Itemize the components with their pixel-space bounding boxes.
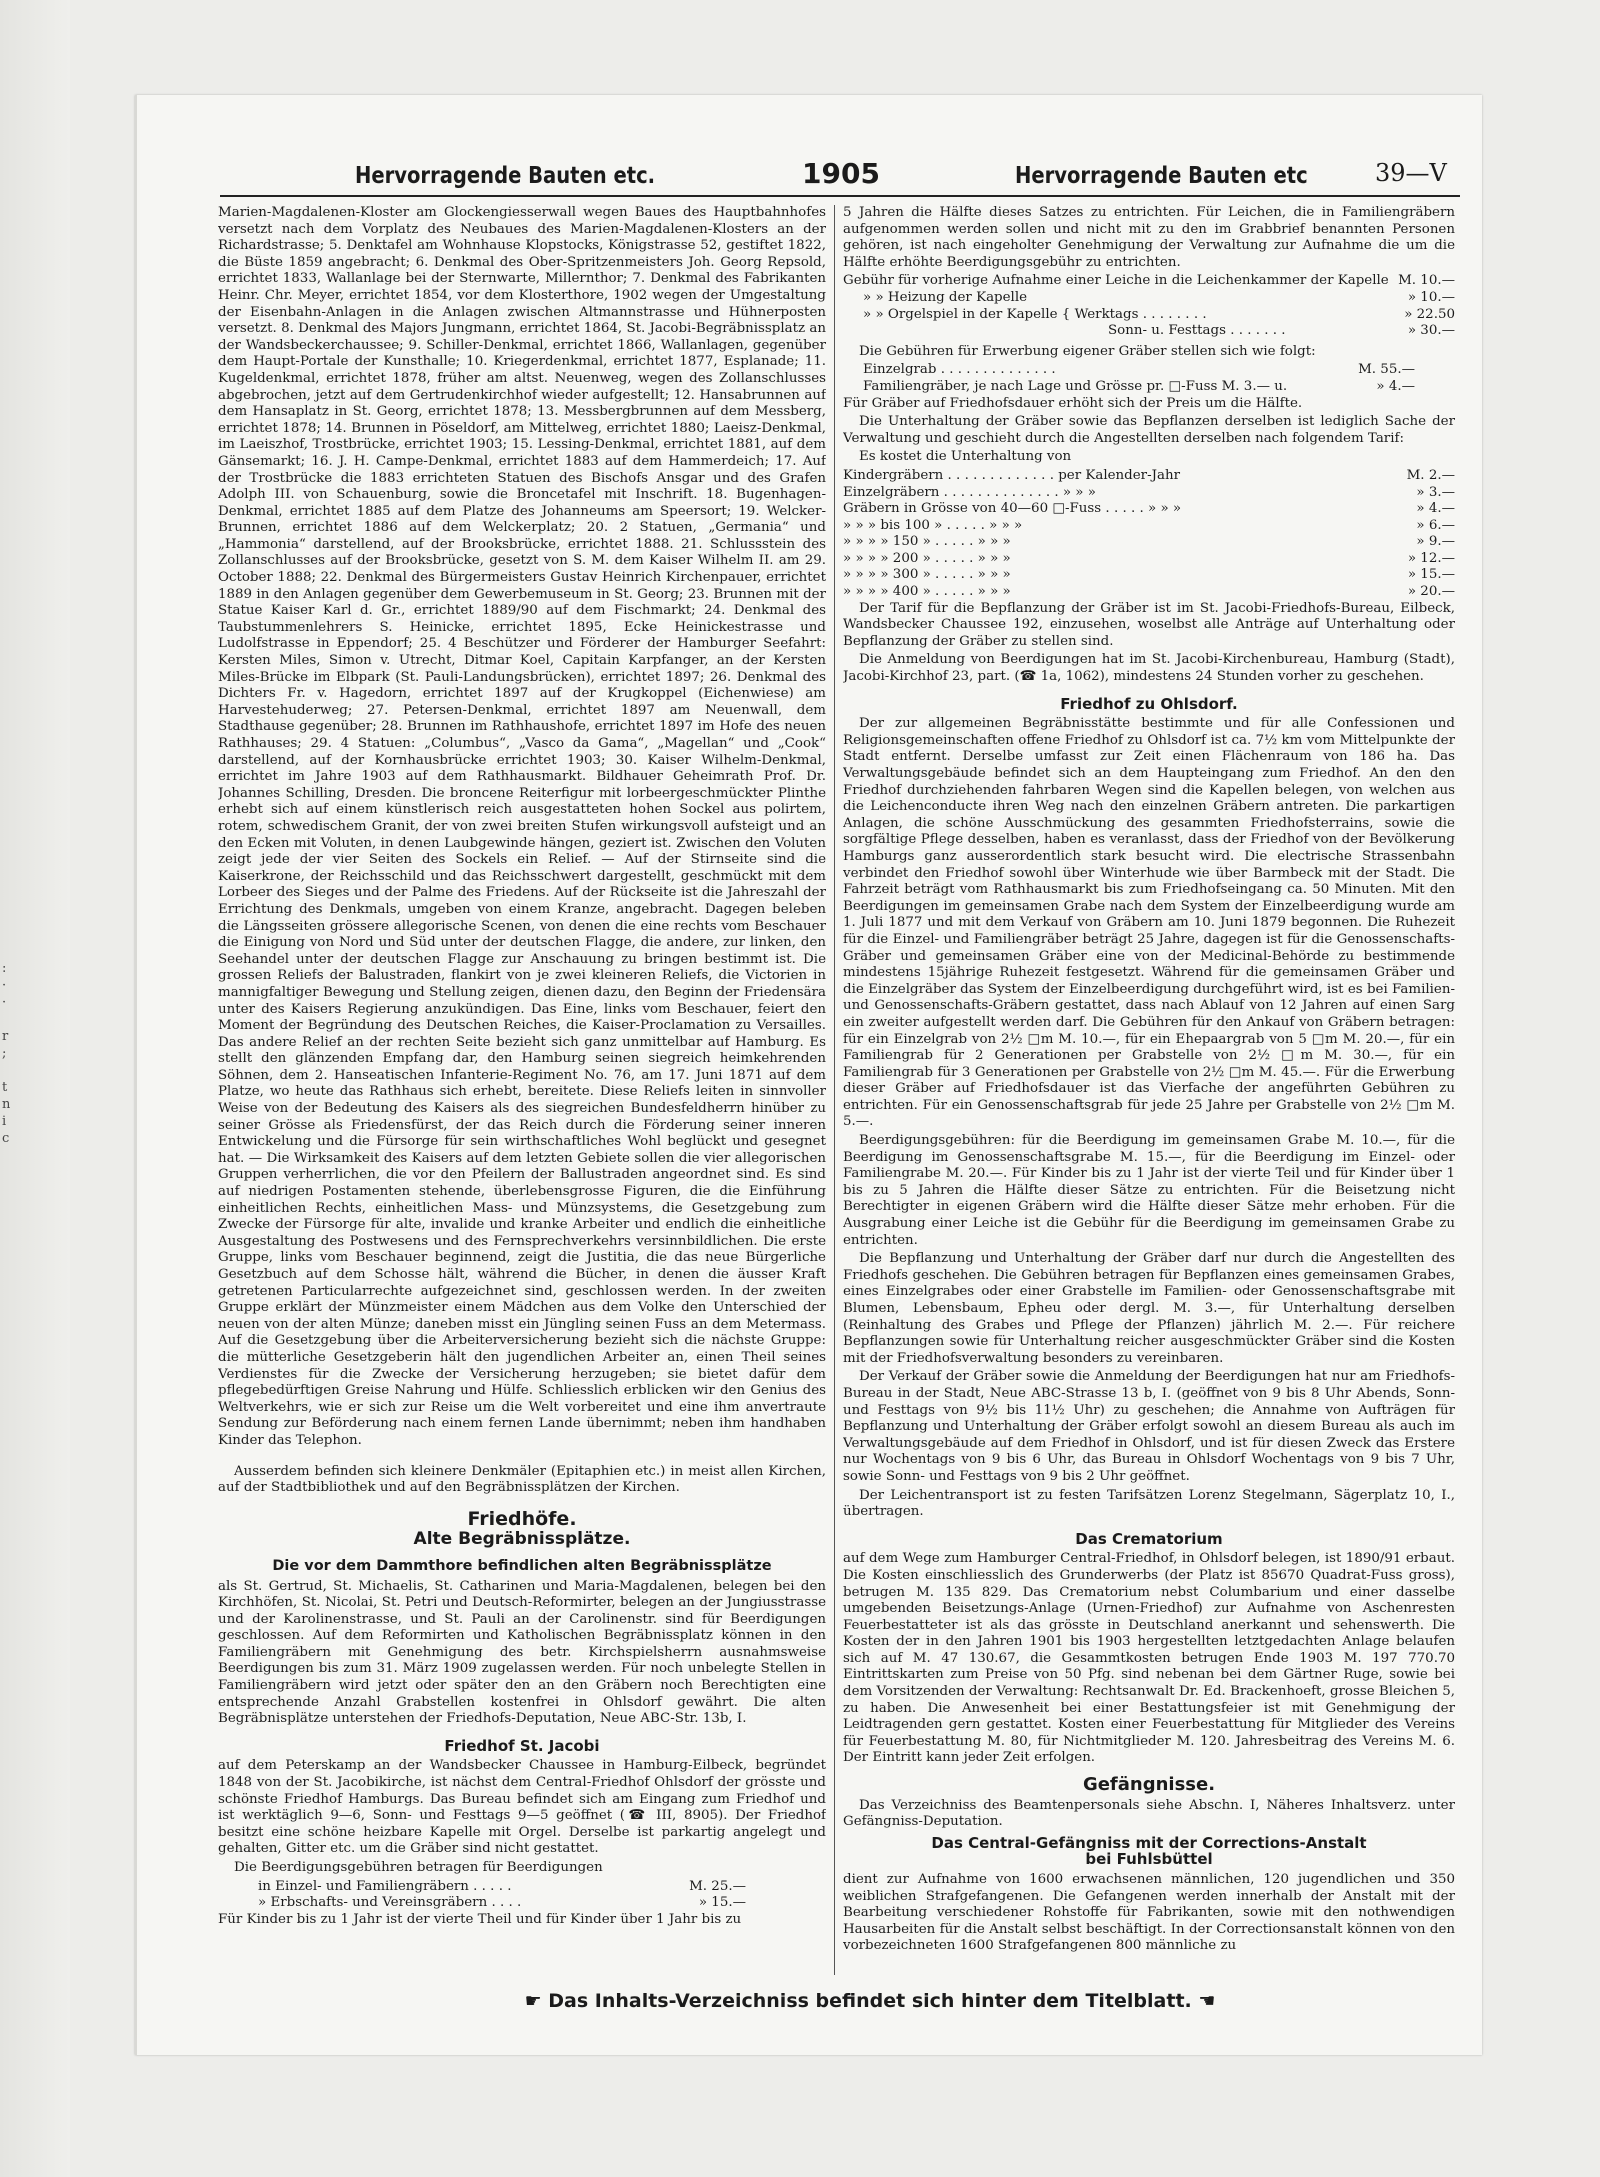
- tarif-row: [843, 567, 1455, 584]
- friedhoefe-heading: Friedhöfe.: [467, 1507, 577, 1530]
- fee-value: M. 55.—: [1358, 362, 1415, 378]
- edge-marks: : · · r ; t n i c: [2, 961, 11, 1146]
- fee-label: Familiengräber, je nach Lage und Grösse pr. □-Fuss M. 3.— u.: [863, 378, 1288, 394]
- tarif-value: » 9.—: [1416, 534, 1455, 550]
- page-header: [220, 155, 1460, 197]
- fee-value: » 22.50: [1404, 306, 1455, 322]
- jacobi-fees-intro: Die Beerdigungsgebühren betragen für Beerdigungen: [234, 1860, 603, 1875]
- verkauf-text: Der Verkauf der Gräber sowie die Anmeldung der Beerdigungen hat nur am Friedhofs-Bureau in der Stadt, Neue ABC-Strasse 13 b, I. (geöffnet von 9 bis 8 Uhr Abends, Sonn- und Festtags von 9½ bis 11½ Uhr) zu geschehen; die Annahme von Aufträgen für Bepflanzung und Unterhaltung der Gräber erfolgt sowohl an diesem Bureau als auch im Verwaltungsgebäude auf dem Friedhof in Ohlsdorf, und ist für diesen Zweck das Erstere nur Wochentags von 9 bis 6 Uhr, das Bureau in Ohlsdorf Wochentags von 9 bis 7 Uhr, sowie Sonn- und Festtags von 9 bis 2 Uhr geöffnet.: [843, 1369, 1455, 1484]
- fee-row: [843, 362, 1455, 379]
- fee-label: Gebühr für vorherige Aufnahme einer Leiche in die Leichenkammer der Kapelle: [843, 273, 1389, 289]
- fee-row: [843, 290, 1455, 307]
- tarif-label: Kindergräbern . . . . . . . . . . . . . per Kalender-Jahr: [843, 467, 1180, 483]
- fee-label: Einzelgrab . . . . . . . . . . . . . .: [863, 362, 1056, 378]
- jacobi-text: auf dem Peterskamp an der Wandsbecker Chaussee in Hamburg-Eilbeck, begründet 1848 von der St. Jacobikirche, ist nächst dem Central-Friedhof Ohlsdorf der grösste und schönste Friedhof Hamburgs. Das Bureau befindet sich am Eingang zum Friedhof und ist werktäglich 9—6, Sonn- und Festtags 9—5 geöffnet (☎ III, 8905). Der Friedhof besitzt eine schöne heizbare Kapelle mit Orgel. Derselbe ist parkartig angelegt und gehalten, Gitter etc. um die Gräber sind nicht gestattet.: [218, 1758, 826, 1857]
- tarif-label: » » » » 200 » . . . . . » » »: [843, 550, 1011, 566]
- fee-value: » 4.—: [1376, 378, 1415, 394]
- fee-value: » 15.—: [698, 1895, 746, 1911]
- tarif-value: » 6.—: [1416, 517, 1455, 533]
- fee-label: Sonn- u. Festtags . . . . . . .: [1108, 323, 1286, 339]
- tarif-row: [843, 534, 1455, 551]
- fee-row: [843, 307, 1455, 324]
- fee-label: » » Heizung der Kapelle: [863, 289, 1028, 305]
- header-year: 1905: [802, 157, 880, 190]
- jacobi-heading: Friedhof St. Jacobi: [444, 1736, 600, 1755]
- header-right-title: Hervorragende Bauten etc: [1015, 163, 1308, 189]
- tarif-value: » 15.—: [1407, 567, 1455, 583]
- crematorium-text: auf dem Wege zum Hamburger Central-Friedhof, in Ohlsdorf belegen, ist 1890/91 erbaut. Die Kosten einschliesslich des Grunderwerbs (der Platz ist 85670 Quadrat-Fuss gross), betrugen M. 135 829. Das Crematorium nebst Columbarium und einer dasselbe umgebenden Beisetzungs-Anlage (Urnen-Friedhof) zur Aufnahme von Aschenresten Feuerbestatteter ist als das grösste in Deutschland anerkannt und sehenswerth. Die Kosten der in den Jahren 1901 bis 1903 hergestellten letztgedachten Anlage belaufen sich auf M. 47 130.67, die Gesammtkosten betrugen Ende 1903 M. 197 770.70 Eintrittskarten zum Preise von 50 Pfg. sind nebenan bei dem Gärtner Ruge, sowie bei dem Vorsitzenden der Verwaltung: Rechtsanwalt Dr. Ed. Brackenhoeft, grosse Bleichen 5, zu haben. Die Anwesenheit bei einer Bestattungsfeier ist mit Genehmigung der Leidtragenden gern gestattet. Kosten einer Feuerbestattung für Mitglieder des Vereins für Feuerbestattung M. 80, für Nichtmitglieder M. 120. Jahresbeitrag des Vereins M. 6. Der Eintritt kann jeder Zeit erfolgen.: [843, 1551, 1455, 1766]
- header-left-title: Hervorragende Bauten etc.: [355, 163, 656, 189]
- tarif-value: » 4.—: [1416, 501, 1455, 517]
- fee-label: in Einzel- und Familiengräbern . . . . .: [258, 1878, 512, 1894]
- tarif-row: [843, 518, 1455, 535]
- erwerbung-intro: Die Gebühren für Erwerbung eigener Gräber stellen sich wie folgt:: [859, 343, 1316, 359]
- fee-label: » Erbschafts- und Vereinsgräbern . . . .: [258, 1895, 522, 1911]
- tarif-value: » 12.—: [1407, 550, 1455, 566]
- leichentransport-text: Der Leichentransport ist zu festen Tarifsätzen Lorenz Stegelmann, Sägerplatz 10, I., übertragen.: [843, 1487, 1455, 1520]
- tarif-label: » » » bis 100 » . . . . . » » »: [843, 517, 1023, 533]
- tarif-label: » » » » 400 » . . . . . » » »: [843, 584, 1011, 600]
- fee-value: » 10.—: [1407, 289, 1455, 305]
- tarif-row: [843, 551, 1455, 568]
- erwerbung-note: Für Gräber auf Friedhofsdauer erhöht sich der Preis um die Hälfte.: [843, 395, 1303, 411]
- crematorium-heading: Das Crematorium: [1075, 1529, 1223, 1548]
- anmeldung-text: Die Anmeldung von Beerdigungen hat im St. Jacobi-Kirchenbureau, Hamburg (Stadt), Jacobi-Kirchhof 23, part. (☎ 1a, 1062), mindestens 24 Stunden vorher zu geschehen.: [843, 652, 1455, 685]
- tarif-text: Der Tarif für die Bepflanzung der Gräber ist im St. Jacobi-Friedhofs-Bureau, Eilbeck, Wandsbecker Chaussee 192, einzusehen, woselbst alle Anträge auf Unterhaltung oder Bepflanzung der Gräber zu stellen sind.: [843, 600, 1455, 649]
- footer-notice: ☛ Das Inhalts-Verzeichniss befindet sich hinter dem Titelblatt. ☚: [524, 1990, 1216, 2012]
- fee-row: [843, 323, 1455, 340]
- column-divider: [834, 205, 835, 1975]
- beerdigung-text: Beerdigungsgebühren: für die Beerdigung im gemeinsamen Grabe M. 10.—, für die Beerdigung im Genossenschaftsgrabe M. 15.—, für die Beerdigung im Einzel- oder Familiengrabe M. 20.—. Für Kinder bis zu 1 Jahr ist der vierte Teil und für Kinder über 1 bis zu 5 Jahren die Hälfte dieser Sätze zu entrichten. Für die Beisetzung nicht Berechtigter in eigenen Gräbern wird die Hälfte dieser Sätze mehr erhoben. Für die Ausgrabung einer Leiche ist die Gebühr für die Beerdigung im gemeinsamen Grabe zu entrichten.: [843, 1133, 1455, 1248]
- small-monuments-text: Ausserdem befinden sich kleinere Denkmäler (Epitaphien etc.) in meist allen Kirchen, auf der Stadtbibliothek und auf den Begräbnissplätzen der Kirchen.: [218, 1463, 826, 1496]
- jacobi-fee-row: [218, 1895, 826, 1912]
- fee-value: M. 25.—: [689, 1878, 746, 1894]
- fee-value: M. 10.—: [1398, 273, 1455, 289]
- tarif-row: [843, 584, 1455, 601]
- fee-label: » » Orgelspiel in der Kapelle { Werktags . . . . . . . .: [863, 306, 1207, 322]
- tarif-label: » » » » 150 » . . . . . » » »: [843, 534, 1011, 550]
- fee-value: » 30.—: [1407, 323, 1455, 339]
- jacobi-continued-text: 5 Jahren die Hälfte dieses Satzes zu entrichten. Für Leichen, die in Familiengräbern aufgenommen werden sollen und nicht mit zu den im Grabbrief benannten Personen gehören, ist nach eingeholter Genehmigung der Verwaltung zur Aufnahme die um die Hälfte erhöhte Beerdigungsgebühr zu entrichten.: [843, 205, 1455, 270]
- alte-begraebnissplaetze-heading: Alte Begräbnissplätze.: [413, 1529, 631, 1550]
- jacobi-fee-row: [218, 1879, 826, 1896]
- gefaengnisse-text: Das Verzeichniss des Beamtenpersonals siehe Abschn. I, Näheres Inhaltsverz. unter Gefängniss-Deputation.: [843, 1797, 1455, 1830]
- dammthor-heading: Die vor dem Dammthore befindlichen alten Begräbnissplätze: [272, 1557, 772, 1574]
- tarif-row: [843, 501, 1455, 518]
- bepflanzung-text: Die Bepflanzung und Unterhaltung der Gräber darf nur durch die Angestellten des Friedhofs geschehen. Die Gebühren betragen für Bepflanzen eines gemeinsamen Grabes, eines Einzelgrabes oder einer Grabstelle im Familien- oder Genossenschaftsgrabe mit Blumen, Lebensbaum, Epheu oder dergl. M. 3.—, für Unterhaltung derselben (Reinhaltung des Grabes und Pflege der Pflanzen) jährlich M. 2.—. Für reichere Bepflanzungen sowie für Unterhaltung reicher ausgeschmückter Gräber sind die Kosten mit der Friedhofsverwaltung besonders zu vereinbaren.: [843, 1251, 1455, 1366]
- tarif-value: » 3.—: [1416, 484, 1455, 500]
- central-gefaengniss-text: dient zur Aufnahme von 1600 erwachsenen männlichen, 120 jugendlichen und 350 weiblichen Strafgefangenen. Die Gefangenen werden innerhalb der Anstalt mit der Bearbeitung verschiedener Rohstoffe für Fabrikanten, sowie mit den nothwendigen Hausarbeiten für die Anstalt selbst beschäftigt. In der Correctionsanstalt können von den vorbezeichneten 1600 Strafgefangenen 800 männliche zu: [843, 1872, 1455, 1954]
- tarif-value: M. 2.—: [1406, 467, 1455, 483]
- page-number: 39—V: [1375, 159, 1447, 187]
- ohlsdorf-text: Der zur allgemeinen Begräbnisstätte bestimmte und für alle Confessionen und Religionsgemeinschaften offene Friedhof zu Ohlsdorf ist ca. 7½ km vom Mittelpunkte der Stadt entfernt. Derselbe umfasst zur Zeit einen Flächenraum von 186 ha. Das Verwaltungsgebäude befindet sich an dem Haupteingang zum Friedhof. An den den Friedhof durchziehenden fahrbaren Wegen sind die Kapellen belegen, von welchen aus die Leichenconducte ihren Weg nach den einzelnen Gräbern antreten. Die parkartigen Anlagen, die schöne Ausschmückung des gesammten Friedhofsterrains, sowie die sorgfältige Pflege desselben, haben es veranlasst, dass der Friedhof von der Bevölkerung Hamburgs ganz ausserordentlich stark besucht wird. Die electrische Strassenbahn verbindet den Friedhof sowohl über Winterhude wie über Barmbeck mit der Stadt. Die Fahrzeit beträgt vom Rathhausmarkt bis zum Friedhofseingang ca. 50 Minuten. Mit den Beerdigungen im gemeinsamen Grabe nach dem System der Einzelbeerdigung wurde am 1. Juli 1877 und mit dem Verkauf von Gräbern am 10. Juni 1879 begonnen. Die Ruhezeit für die Einzel- und Familiengräber beträgt 25 Jahre, dagegen ist für die Genossenschafts-Gräber und gemeinsamen Gräber eine von der Medicinal-Behörde zu bestimmende mindestens 15jährige Ruhezeit festgesetzt. Während für die gemeinsamen Gräber und die Einzelgräber das System der Einzelbeerdigung durchgeführt wird, ist es bei Familien- und Genossenschafts-Gräbern gestattet, dass nach Ablauf von 12 Jahren auf einen Sarg ein zweiter aufgestellt werden darf. Die Gebühren für den Ankauf von Gräbern betragen: für ein Einzelgrab von 2½ □m M. 10.—, für ein Ehepaargrab von 5 □m M. 20.—, für ein Familiengrab für 2 Generationen per Grabstelle von 2½ □m M. 30.—, für ein Familiengrab für 3 Generationen per Grabstelle von 2½ □m M. 45.—. Für die Erwerbung dieser Gräber auf Friedhofsdauer ist das Vierfache der angeführten Gebühren zu entrichten. Für ein Genossenschaftsgrab für jede 25 Jahre per Grabstelle von 2½ □m M. 5.—.: [843, 716, 1455, 1130]
- fee-row: [843, 379, 1455, 396]
- central-gefaengniss-subheading: bei Fuhlsbüttel: [1085, 1850, 1213, 1869]
- tarif-value: » 20.—: [1407, 584, 1455, 600]
- gefaengnisse-heading: Gefängnisse.: [1082, 1774, 1216, 1796]
- tarif-intro: Es kostet die Unterhaltung von: [859, 449, 1072, 465]
- tarif-label: Einzelgräbern . . . . . . . . . . . . . . » » »: [843, 484, 1096, 500]
- fee-row: [843, 273, 1455, 290]
- tarif-label: » » » » 300 » . . . . . » » »: [843, 567, 1011, 583]
- central-gefaengniss-heading: Das Central-Gefängniss mit der Corrections-Anstalt: [931, 1833, 1367, 1852]
- right-column: [843, 205, 1455, 1975]
- tarif-row: [843, 485, 1455, 502]
- ohlsdorf-heading: Friedhof zu Ohlsdorf.: [1060, 694, 1238, 713]
- scan-edge: [0, 0, 70, 2177]
- tarif-row: [843, 468, 1455, 485]
- left-column: [218, 205, 826, 1975]
- tarif-label: Gräbern in Grösse von 40—60 □-Fuss . . . . . » » »: [843, 501, 1182, 517]
- dammthor-text: als St. Gertrud, St. Michaelis, St. Catharinen und Maria-Magdalenen, belegen bei den Kirchhöfen, St. Nicolai, St. Petri und Deutsch-Reformirter, belegen an der Jungiusstrasse und der Karolinenstrasse, und St. Pauli an der Carolinenstr. sind für Beerdigungen geschlossen. Auf dem Reformirten und Katholischen Begräbnissplatz können in den Familiengräbern mit Genehmigung des betr. Kirchspielsherrn ausnahmsweise Beerdigungen bis zum 31. März 1909 zugelassen werden. Für noch unbelegte Stellen in Familiengräbern wird jetzt oder später den an den Gräbern noch Berechtigten eine entsprechende Anzahl Grabstellen kostenfrei in Ohlsdorf gewährt. Die alten Begräbnisplätze unterstehen der Friedhofs-Deputation, Neue ABC-Str. 13b, I.: [218, 1578, 826, 1727]
- unterhaltung-text: Die Unterhaltung der Gräber sowie das Bepflanzen derselben ist lediglich Sache der Verwaltung und geschieht durch die Angestellten derselben nach folgendem Tarif:: [843, 414, 1455, 446]
- jacobi-children-text: Für Kinder bis zu 1 Jahr ist der vierte Theil und für Kinder über 1 Jahr bis zu: [218, 1911, 742, 1927]
- monuments-text: Marien-Magdalenen-Kloster am Glockengiesserwall wegen Baues des Hauptbahnhofes versetzt nach dem Vorplatz des Neubaues des Marien-Magdalenen-Klosters an der Richardstrasse; 5. Denktafel am Wohnhause Klopstocks, Königstrasse 52, gestiftet 1822, die Büste 1859 angebracht; 6. Denkmal des Ober-Spritzenmeisters Joh. Georg Repsold, errichtet 1833, Wallanlage bei der Sternwarte, Millernthor; 7. Denkmal des Fabrikanten Heinr. Chr. Meyer, errichtet 1854, vor dem Klosterthore, 1902 wegen der Umgestaltung der Eisenbahn-Anlagen in die Anlagen zwischen Altmannstrasse und Hühnerposten versetzt. 8. Denkmal des Majors Jungmann, errichtet 1864, St. Jacobi-Begräbnissplatz an der Wandsbeckerchaussee; 9. Schiller-Denkmal, errichtet 1866, Wallanlagen, gegenüber dem Haupt-Portale der Kunsthalle; 10. Kriegerdenkmal, errichtet 1877, Esplanade; 11. Kugeldenkmal, errichtet 1878, früher am altst. Neuenweg, wegen des Zollanschlusses abgebrochen, jetzt auf dem Gertrudenkirchhof wieder aufgestellt; 12. Hansabrunnen auf dem Hansaplatz in St. Georg, errichtet 1878; 13. Messbergbrunnen auf dem Messberg, errichtet 1878; 14. Brunnen in Pöseldorf, am Mittelweg, errichtet 1880; Laeisz-Denkmal, im Laeiszhof, Trostbrücke, errichtet 1903; 15. Lessing-Denkmal, errichtet 1881, auf dem Gänsemarkt; 16. J. H. Campe-Denkmal, errichtet 1883 auf dem Hammerdeich; 17. Auf der Trostbrücke die 1883 errichteten Statuen des Bischofs Ansgar und des Grafen Adolph III. von Schauenburg, sowie die Broncetafel mit Inschrift. 18. Bugenhagen-Denkmal, errichtet 1885 auf dem Platze des Johanneums am Speersort; 19. Welcker-Brunnen, errichtet 1886 auf dem Welckerplatz; 20. 2 Statuen, „Germania“ und „Hammonia“ darstellend, auf der Brooksbrücke, errichtet 1888. 21. Schlussstein des Zollanschlusses auf der Brooksbrücke, gesetzt von S. M. dem Kaiser Wilhelm II. am 29. October 1888; 22. Denkmal des Bürgermeisters Gustav Heinrich Kirchenpauer, errichtet 1889 in den Anlagen gegenüber dem Gewerbemuseum in St. Georg; 23. Brunnen mit der Statue Kaiser Karl d. Gr., errichtet 1889/90 auf dem Fischmarkt; 24. Denkmal des Taubstummenlehrers S. Heinicke, errichtet 1895, Ecke Heinickestrasse und Ludolfstrasse in Eppendorf; 25. 4 Beschützer und Förderer der Hamburger Seefahrt: Kersten Miles, Simon v. Utrecht, Ditmar Koel, Capitain Karpfanger, an der Kersten Miles-Brücke im Elbpark (St. Pauli-Landungsbrücken), errichtet 1897; 26. Denkmal des Dichters Fr. v. Hagedorn, errichtet 1897 auf der Krugkoppel (Eichenwiese) am Harvestehuderweg; 27. Petersen-Denkmal, errichtet 1897 am Neuenwall, dem Stadthause gegenüber; 28. Brunnen im Rathhaushofe, errichtet 1897 im Hofe des neuen Rathhauses; 29. 4 Statuen: „Columbus“, „Vasco da Gama“, „Magellan“ und „Cook“ darstellend, auf der Kornhausbrücke errichtet 1903; 30. Kaiser Wilhelm-Denkmal, errichtet im Jahre 1903 auf dem Rathhausmarkt. Bildhauer Geheimrath Prof. Dr. Johannes Schilling, Dresden. Die broncene Reiterfigur mit lorbeergeschmückter Plinthe erhebt sich auf einem künstlerisch reich ausgestatteten hohen Sockel aus polirtem, rotem, schwedischem Granit, der von zwei breiten Stufen wirkungsvoll aufsteigt und an den Ecken mit Voluten, in denen Laubgewinde hängen, geziert ist. Zwischen den Voluten zeigt jede der vier Seiten des Sockels ein Relief. — Auf der Stirnseite sind die Kaiserkrone, der Reichsschild und das Reichsschwert dargestellt, geschmückt mit dem Lorbeer des Sieges und der Palme des Friedens. Auf der Rückseite ist die Jahreszahl der Errichtung des Denkmals, umgeben von einem Kranze, angebracht. Dagegen beleben die Längsseiten grössere allegorische Scenen, von denen die eine rechts vom Beschauer die Einigung von Nord und Süd unter der deutschen Flagge, die andere, zur linken, den Seehandel unter der deutschen Flagge zur Anschauung zu bringen bestimmt ist. Die grossen Reliefs der Balustraden, flankirt von je zwei kleineren Reliefs, die Victorien in mannigfaltiger Bewegung und Stellung zeigen, dienen dazu, den Beginn der Friedensära unter des Kaisers Regierung anzukündigen. Das Eine, links vom Beschauer, feiert den Moment der Begründung des Deutschen Reiches, die Kaiser-Proclamation zu Versailles. Das andere Relief an der rechten Seite bezieht sich ganz unmittelbar auf Hamburg. Es stellt den glänzenden Empfang dar, den Hamburg seinen siegreich heimkehrenden Söhnen, dem 2. Hanseatischen Infanterie-Regiment No. 76, am 17. Juni 1871 auf dem Platze, wo heute das Rathhaus sich erhebt, bereitete. Diese Reliefs leiten in sinnvoller Weise von der Bedeutung des Kaisers als des siegreichen Bundesfeldherrn hinüber zu seiner Grösse als Friedensfürst, der das Reich durch die Förderung seiner inneren Entwickelung und die Fürsorge für sein wirthschaftliches Wohl beglückt und gesegnet hat. — Die Wirksamkeit des Kaisers auf dem letzten Gebiete sollen die vier allegorischen Gruppen verherrlichen, die vor den Pfeilern der Ballustraden angeordnet sind. Es sind auf niedrigen Postamenten stehende, überlebensgrosse Figuren, die die Einführung einheitlichen Rechts, einheitlichen Mass- und Münzsystems, die Gesetzgebung zum Zwecke der Fürsorge für alte, invalide und kranke Arbeiter und endlich die einheitliche Ausgestaltung des Postwesens und des Fernsprechverkehrs versinnbildlichen. Die erste Gruppe, links vom Beschauer beginnend, zeigt die Justitia, die das neue Bürgerliche Gesetzbuch auf dem Schosse hält, während die Bücher, in denen die äusser Kraft getretenen Particularrechte aufgezeichnet sind, geschlossen werden. In der zweiten Gruppe erklärt der Münzmeister einem Mädchen aus dem Volke den Unterschied der neuen von der alten Münze; daneben misst ein Jüngling seinen Fuss an dem Metermass. Auf die Gesetzgebung über die Arbeiterversicherung bezieht sich die nächste Gruppe: die mütterliche Gesetzgeberin hält den jugendlichen Arbeiter an, einen Theil seines Verdienstes für die Zwecke der Versicherung herzugeben; sie bietet dafür dem pflegebedürftigen Greise Nahrung und Hülfe. Schliesslich erblicken wir den Genius des Weltverkehrs, wie er sich zur Reise um die Welt vorbereitet und eine ihm anvertraute Sendung zur Beförderung nach einem fernen Lande übernimmt; neben ihm handhaben Kinder das Telephon.: [218, 205, 826, 1448]
